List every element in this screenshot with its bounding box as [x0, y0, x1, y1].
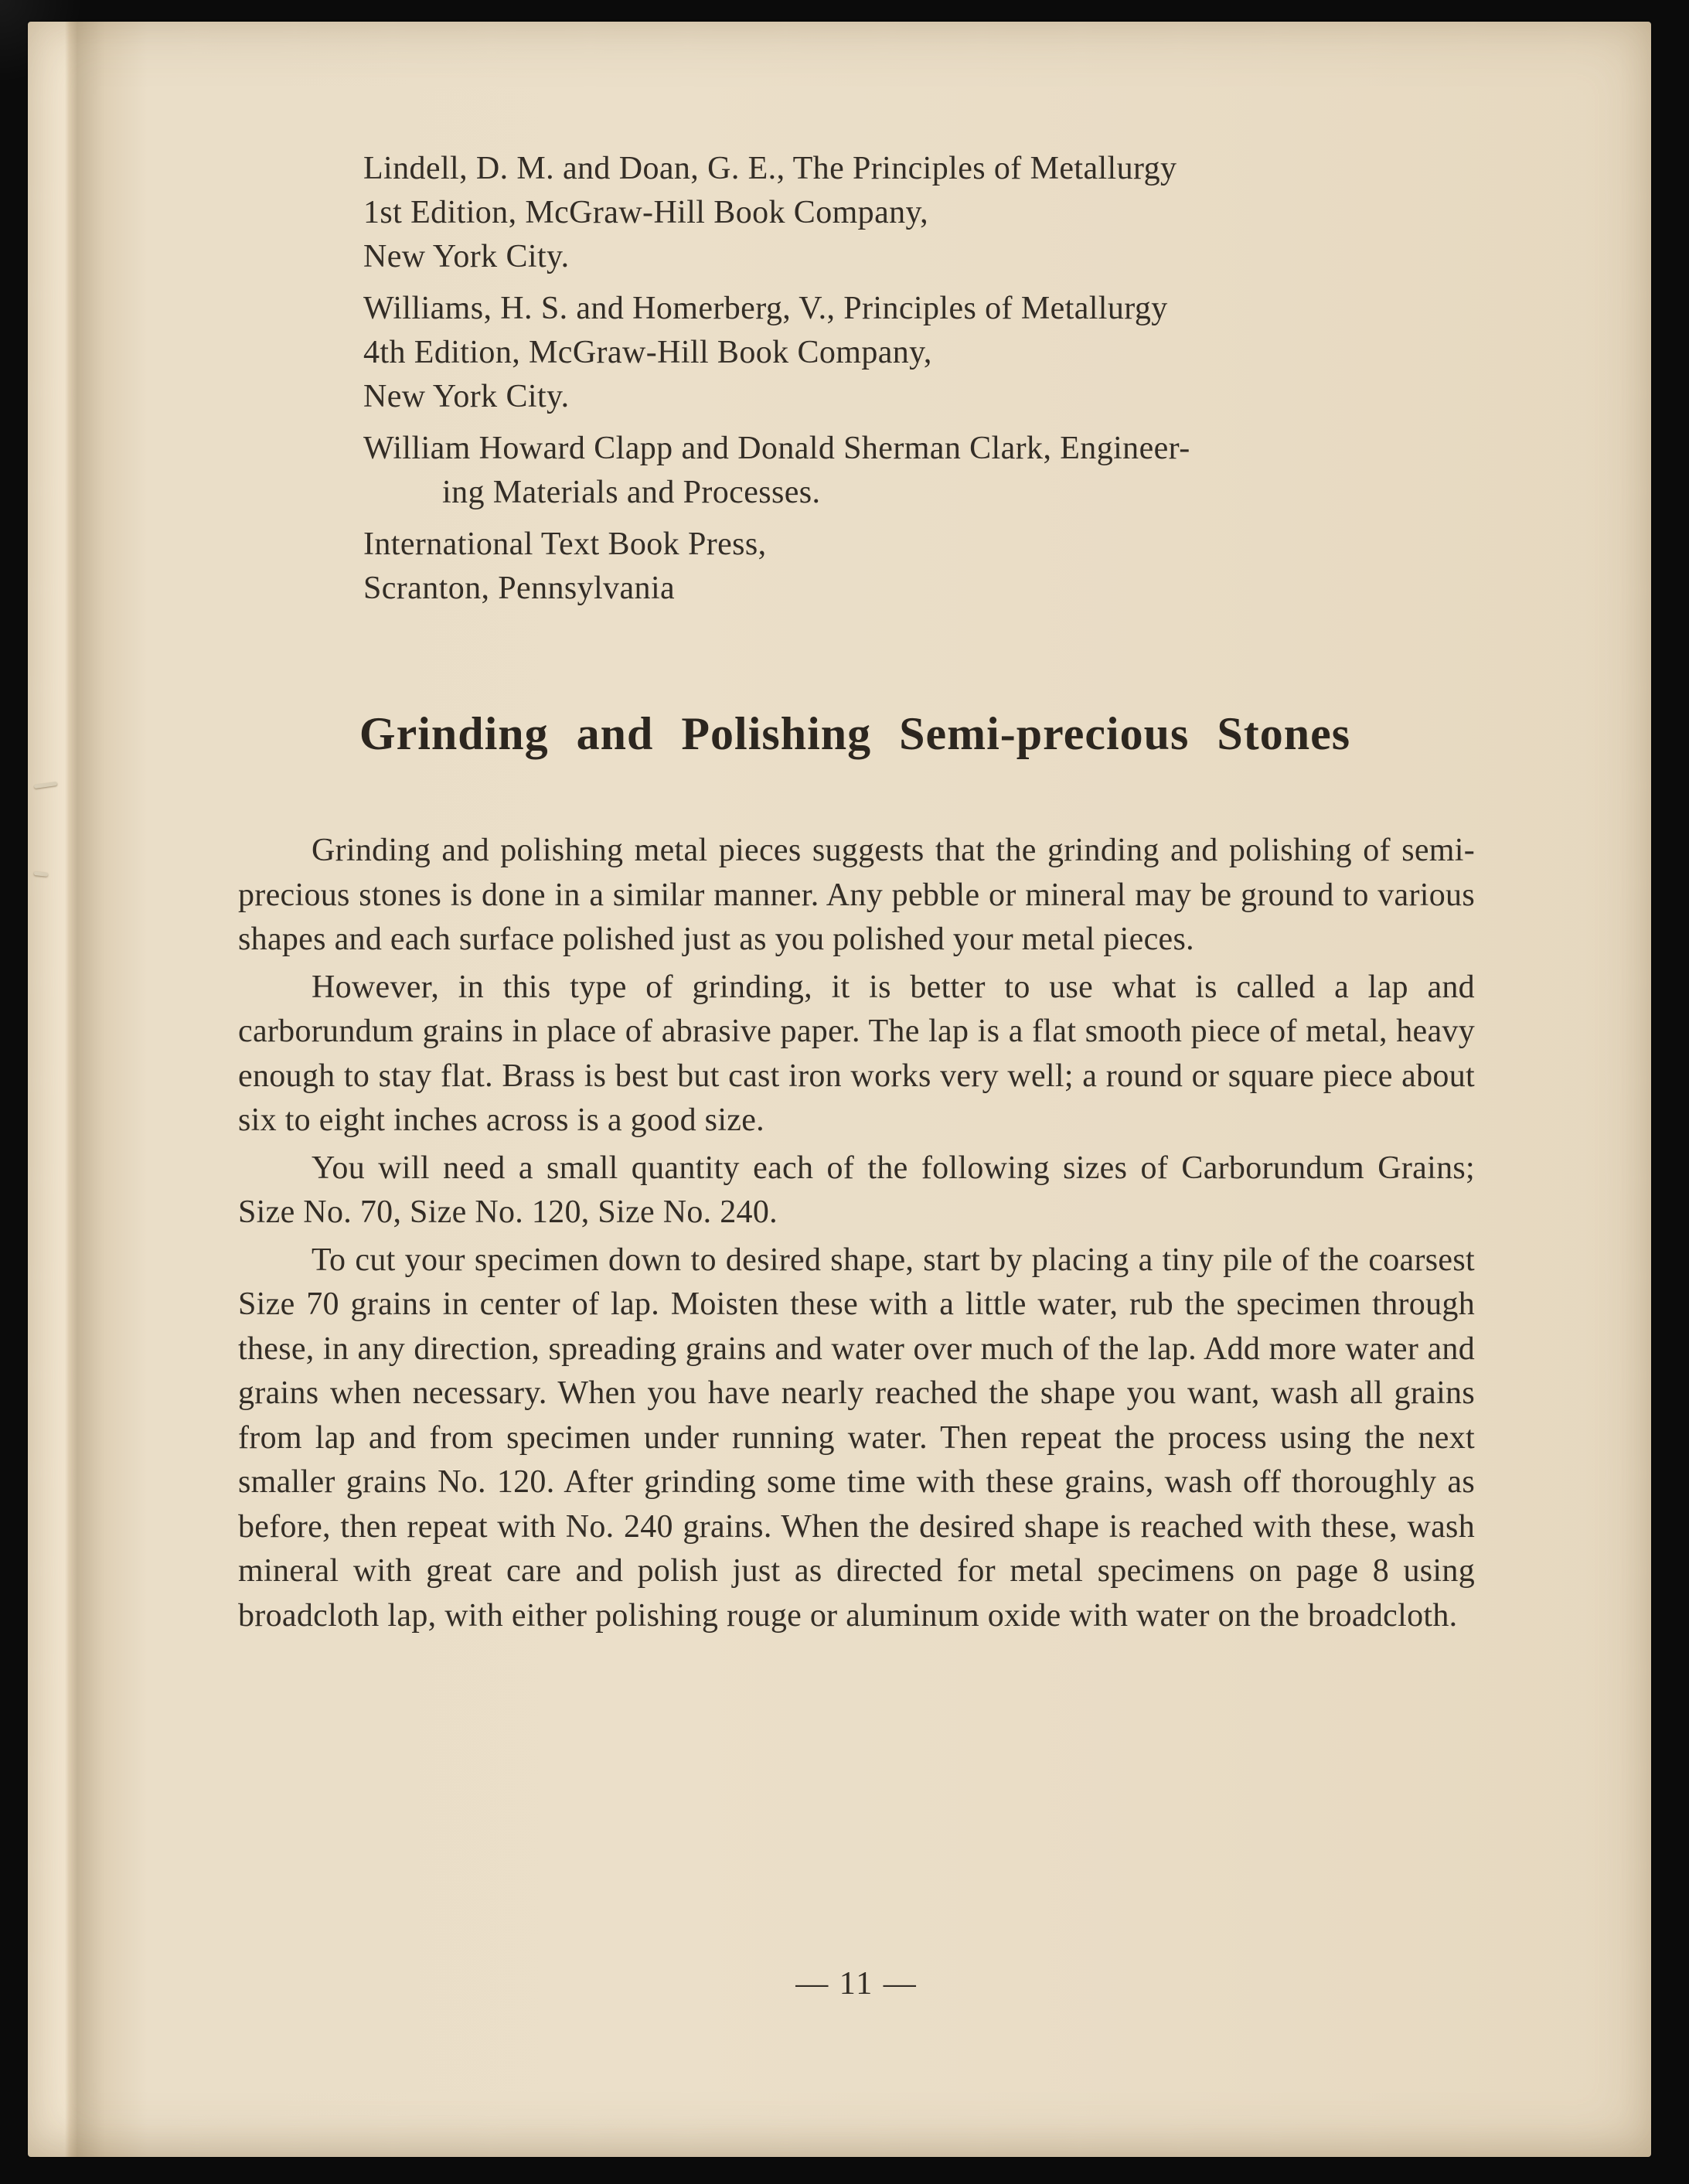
reference-line: Lindell, D. M. and Doan, G. E., The Principles of Metallurgy	[363, 151, 1177, 186]
page-number: — 11 —	[795, 1966, 918, 2002]
reference-line: 1st Edition, McGraw-Hill Book Company,	[363, 195, 929, 230]
reference-line: Scranton, Pennsylvania	[363, 571, 676, 606]
paragraph: However, in this type of grinding, it is better to use what is called a lap and carborundum grains in place of abrasive paper. The lap is a flat smooth piece of metal, heavy enough to stay flat. Brass is best but cast iron works very well; a round or square piece about six to eight inches across is a good size.	[238, 969, 1475, 1138]
reference-entry	[363, 287, 1507, 419]
paragraph: You will need a small quantity each of the following sizes of Carborundum Grains; Size No. 70, Size No. 120, Size No. 240.	[238, 1150, 1475, 1230]
book-page	[28, 22, 1651, 2157]
reference-line: ing Materials and Processes.	[442, 475, 821, 510]
bibliography-list	[363, 147, 1507, 618]
paragraph: To cut your specimen down to desired shape, start by placing a tiny pile of the coarsest Size 70 grains in center of lap. Moisten these with a little water, rub the specimen through these, in any direction, spreading grains and water over much of the lap. Add more water and grains when necessary. When you have nearly reached the shape you want, wash all grains from lap and from specimen under running water. Then repeat the process using the next smaller grains No. 120. After grinding some time with these grains, wash off thoroughly as before, then repeat with No. 240 grains. When the desired shape is reached with these, wash mineral with great care and polish just as directed for metal specimens on page 8 using broadcloth lap, with either polishing rouge or aluminum oxide with water on the broadcloth.	[238, 1242, 1475, 1634]
body-text	[238, 829, 1475, 1641]
binding-stitch	[34, 871, 48, 877]
binding-stitch	[34, 782, 57, 789]
reference-entry	[363, 427, 1507, 515]
paragraph: Grinding and polishing metal pieces suggests that the grinding and polishing of semi-precious stones is done in a similar manner. Any pebble or mineral may be ground to various shapes and each surface polished just as you polished your metal pieces.	[238, 833, 1475, 957]
reference-line: 4th Edition, McGraw-Hill Book Company,	[363, 335, 932, 370]
reference-line: International Text Book Press,	[363, 526, 767, 562]
reference-entry	[363, 147, 1507, 279]
reference-line: William Howard Clapp and Donald Sherman Clark, Engineer-	[363, 431, 1190, 466]
reference-line: New York City.	[363, 239, 570, 274]
reference-line: New York City.	[363, 379, 570, 414]
section-heading: Grinding and Polishing Semi-precious Stones	[359, 708, 1351, 759]
reference-entry	[363, 523, 1507, 611]
reference-line: Williams, H. S. and Homerberg, V., Principles of Metallurgy	[363, 291, 1168, 326]
